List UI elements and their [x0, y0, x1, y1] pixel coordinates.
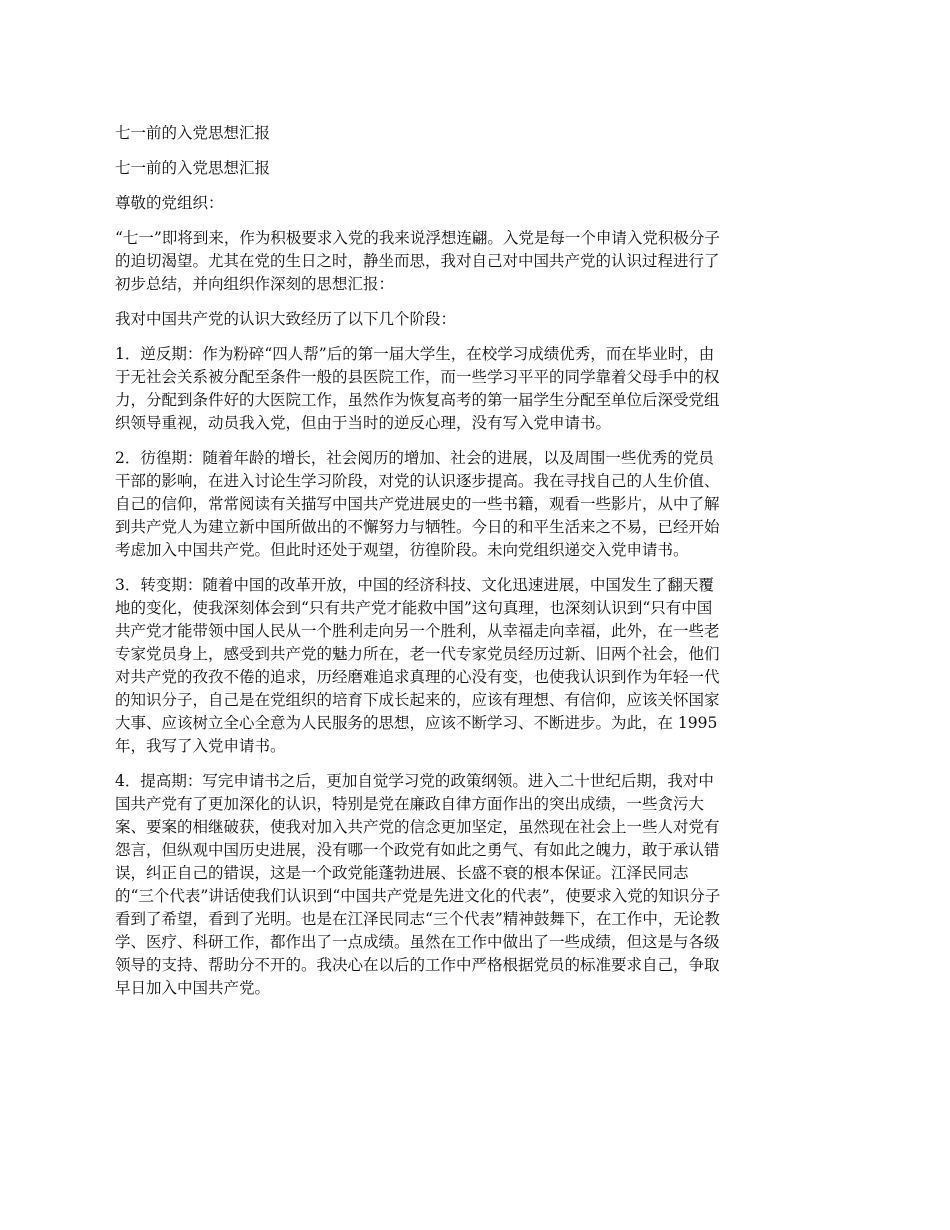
text-line: “七一”即将到来，作为积极要求入党的我来说浮想连翩。入党是每一个申请入党积极分子 — [115, 229, 720, 247]
text-line: 案、要案的相继破获，使我对加入共产党的信念更加坚定，虽然现在社会上一些人对党有 — [115, 818, 720, 836]
salutation: 尊敬的党组织： — [115, 194, 224, 212]
text-line: 误，纠正自己的错误，这是一个政党能蓬勃进展、长盛不衰的根本保证。江泽民同志 — [115, 864, 689, 882]
text-line: 地的变化，使我深刻体会到“只有共产党才能救中国”这句真理，也深刻认识到“只有中国 — [115, 599, 713, 617]
text-line: 考虑加入中国共产党。但此时还处于观望，彷徨阶段。未向党组织递交入党申请书。 — [115, 541, 689, 559]
stage-3-paragraph — [115, 574, 840, 758]
text-line: 到共产党人为建立新中国所做出的不懈努力与牺牲。今日的和平生活来之不易，已经开始 — [115, 518, 720, 536]
text-line: 于无社会关系被分配至条件一般的县医院工作，而一些学习平平的同学靠着父母手中的权 — [115, 368, 720, 386]
text-line: 共产党才能带领中国人民从一个胜利走向另一个胜利，从幸福走向幸福，此外，在一些老 — [115, 622, 720, 640]
text-line: 年，我写了入党申请书。 — [115, 737, 286, 755]
text-line: 的知识分子，自己是在党组织的培育下成长起来的，应该有理想、有信仰，应该关怀国家 — [115, 691, 720, 709]
text-line: 织领导重视，动员我入党，但由于当时的逆反心理，没有写入党申请书。 — [115, 414, 612, 432]
text-line: 专家党员身上，感受到共产党的魅力所在，老一代专家党员经历过新、旧两个社会，他们 — [115, 645, 720, 663]
document-title: 七一前的入党思想汇报 — [115, 124, 271, 142]
stage-4-paragraph — [115, 770, 840, 1000]
text-line: 力，分配到条件好的大医院工作，虽然作为恢复高考的第一届学生分配至单位后深受党组 — [115, 391, 720, 409]
text-line: 学、医疗、科研工作，都作出了一点成绩。虽然在工作中做出了一些成绩，但这是与各级 — [115, 933, 720, 951]
text-line: 4．提高期：写完申请书之后，更加自觉学习党的政策纲领。进入二十世纪后期，我对中 — [115, 772, 714, 790]
text-line: 大事、应该树立全心全意为人民服务的思想，应该不断学习、不断进步。为此，在 1995 — [115, 714, 718, 732]
text-line: 早日加入中国共产党。 — [115, 979, 271, 997]
text-line: 对共产党的孜孜不倦的追求，历经磨难追求真理的心没有变，也使我认识到作为年轻一代 — [115, 668, 720, 686]
stages-intro: 我对中国共产党的认识大致经历了以下几个阶段： — [115, 310, 457, 328]
stage-2-paragraph — [115, 447, 840, 562]
document-body — [115, 122, 840, 1012]
text-line: 自己的信仰，常常阅读有关描写中国共产党进展史的一些书籍，观看一些影片，从中了解 — [115, 495, 720, 513]
text-line: 2．彷徨期：随着年龄的增长，社会阅历的增加、社会的进展，以及周围一些优秀的党员 — [115, 449, 714, 467]
text-line: 1．逆反期：作为粉碎“四人帮”后的第一届大学生，在校学习成绩优秀，而在毕业时，由 — [115, 345, 715, 363]
text-line: 领导的支持、帮助分不开的。我决心在以后的工作中严格根据党员的标准要求自己，争取 — [115, 956, 720, 974]
text-line: 怨言，但纵观中国历史进展，没有哪一个政党有如此之勇气、有如此之魄力，敢于承认错 — [115, 841, 720, 859]
stage-1-paragraph — [115, 343, 840, 435]
text-line: 的“三个代表”讲话使我们认识到“中国共产党是先进文化的代表”，使要求入党的知识分子 — [115, 887, 721, 905]
text-line: 的迫切渴望。尤其在党的生日之时，静坐而思，我对自己对中国共产党的认识过程进行了 — [115, 252, 720, 270]
text-line: 看到了希望，看到了光明。也是在江泽民同志“三个代表”精神鼓舞下，在工作中，无论教 — [115, 910, 720, 928]
text-line: 初步总结，并向组织作深刻的思想汇报： — [115, 275, 395, 293]
intro-paragraph — [115, 227, 840, 296]
text-line: 国共产党有了更加深化的认识，特别是党在廉政自律方面作出的突出成绩，一些贪污大 — [115, 795, 705, 813]
document-subtitle: 七一前的入党思想汇报 — [115, 159, 271, 177]
text-line: 3．转变期：随着中国的改革开放，中国的经济科技、文化迅速进展，中国发生了翻天覆 — [115, 576, 714, 594]
text-line: 干部的影响，在进入讨论生学习阶段，对党的认识逐步提高。我在寻找自己的人生价值、 — [115, 472, 720, 490]
